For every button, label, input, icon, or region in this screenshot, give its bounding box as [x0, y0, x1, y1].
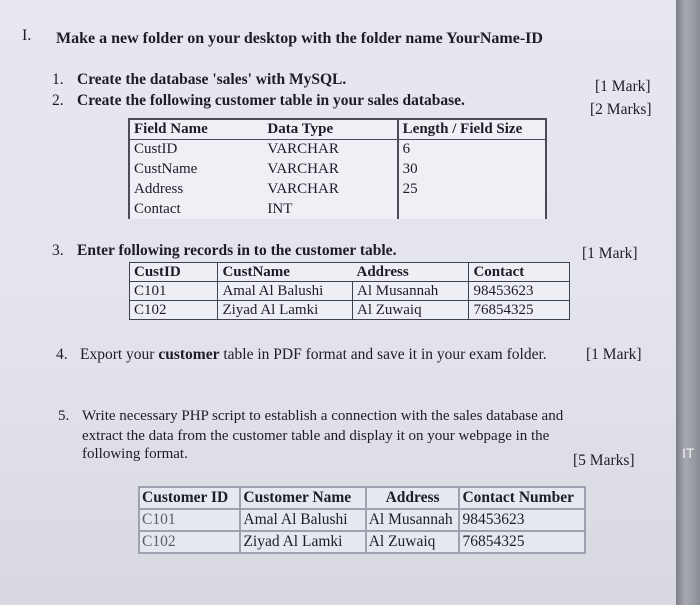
header-cell: Field Name: [129, 119, 263, 139]
table-cell: C102: [139, 531, 240, 553]
item5-number: 5.: [58, 408, 70, 424]
table-cell: Ziyad Al Lamki: [240, 531, 365, 553]
header-cell: Length / Field Size: [398, 119, 546, 139]
table-cell: VARCHAR: [267, 180, 339, 197]
table-cell: C102: [130, 301, 218, 320]
q1-text: Make a new folder on your desktop with the folder name YourName-ID: [56, 30, 543, 47]
table-row: [139, 509, 585, 531]
item4-marks: [1 Mark]: [586, 346, 642, 363]
item5-marks: [5 Marks]: [573, 452, 635, 469]
table-cell: 6: [398, 139, 546, 159]
table-cell: 30: [398, 159, 546, 179]
table-cell: C101: [139, 509, 240, 531]
table-header-row: [130, 263, 570, 282]
screen-edge: [676, 0, 700, 605]
table-cell: Al Musannah: [366, 509, 460, 531]
table-cell: Al Musannah: [353, 282, 469, 301]
header-cell: Address: [366, 487, 460, 509]
table-row: [129, 139, 546, 159]
table-cell: 25: [398, 179, 546, 199]
item1-number: 1.: [52, 71, 64, 88]
item1-marks: [1 Mark]: [595, 78, 651, 95]
table-cell: VARCHAR: [267, 160, 339, 177]
table-cell: 76854325: [469, 301, 570, 320]
field-definition-table: [128, 118, 547, 219]
header-cell: CustName: [218, 263, 353, 282]
item4-number: 4.: [56, 346, 68, 363]
header-cell: Contact Number: [459, 487, 585, 509]
table-cell: Address: [129, 179, 263, 199]
item5-line1: Write necessary PHP script to establish a connection with the sales database and: [82, 408, 564, 424]
table-cell: CustName: [129, 159, 263, 179]
table-cell: Contact: [129, 199, 263, 219]
table-cell: 76854325: [459, 531, 585, 553]
table-row: [139, 531, 585, 553]
table-cell: Amal Al Balushi: [240, 509, 365, 531]
table-cell: 98453623: [459, 509, 585, 531]
header-cell: Contact: [469, 263, 570, 282]
header-cell: CustID: [130, 263, 218, 282]
item3-text: Enter following records in to the customer table.: [77, 242, 397, 259]
table-cell: Al Zuwaiq: [366, 531, 460, 553]
table-cell: [398, 199, 546, 219]
table-row: [130, 301, 570, 320]
table-header-row: [129, 119, 546, 139]
table-cell: Ziyad Al Lamki: [218, 301, 353, 320]
item3-number: 3.: [52, 242, 64, 259]
table-cell: INT: [267, 200, 293, 217]
item2-number: 2.: [52, 92, 64, 109]
records-table: [129, 262, 570, 320]
table-row: [129, 159, 546, 179]
table-cell: VARCHAR: [267, 140, 339, 157]
table-cell: Al Zuwaiq: [353, 301, 469, 320]
item5-line2: extract the data from the customer table and display it on your webpage in the: [82, 428, 550, 444]
item3-marks: [1 Mark]: [582, 245, 638, 262]
edge-mark: IT: [682, 445, 695, 461]
item1-text: Create the database 'sales' with MySQL.: [77, 71, 347, 88]
item2-marks: [2 Marks]: [590, 101, 652, 118]
header-cell: Data Type: [263, 119, 397, 139]
output-format-table: [138, 486, 586, 554]
item5-line3: following format.: [82, 446, 188, 462]
table-row: [130, 282, 570, 301]
table-cell: Amal Al Balushi: [218, 282, 353, 301]
header-cell: Customer ID: [139, 487, 240, 509]
q1-number: I.: [22, 27, 32, 44]
table-row: [129, 179, 546, 199]
table-header-row: [139, 487, 585, 509]
table-cell: CustID: [129, 139, 263, 159]
header-cell: Customer Name: [240, 487, 365, 509]
item4-text: Export your customer table in PDF format and save it in your exam folder.: [80, 346, 547, 363]
item2-text: Create the following customer table in your sales database.: [77, 92, 465, 109]
header-cell: Address: [353, 263, 469, 282]
table-cell: 98453623: [469, 282, 570, 301]
table-row: [129, 199, 546, 219]
table-cell: C101: [130, 282, 218, 301]
